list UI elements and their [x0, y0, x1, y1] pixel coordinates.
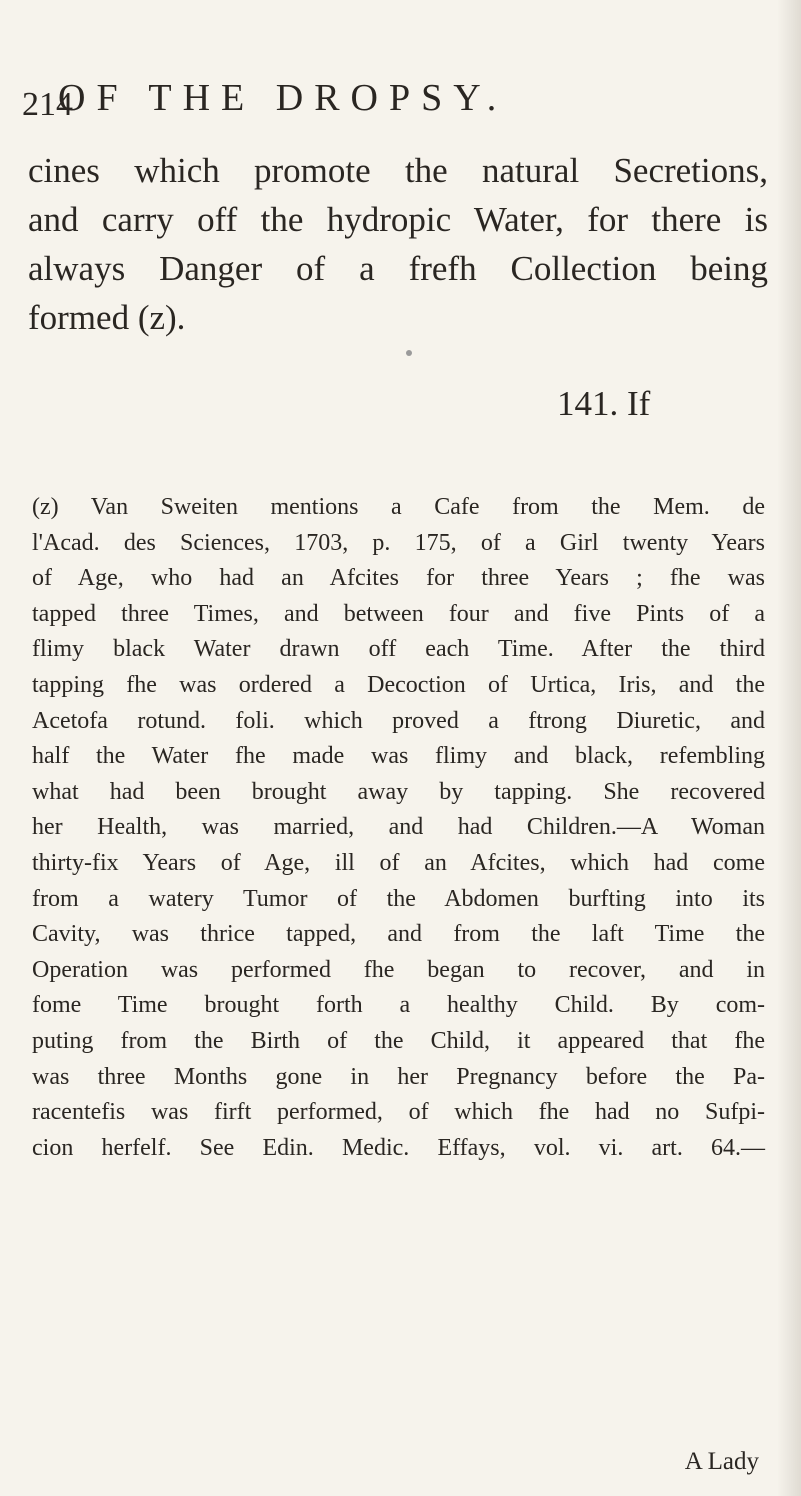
footnote-line: thirty-fix Years of Age, ill of an Afcites, which had come — [32, 849, 765, 876]
catchword: A Lady — [684, 1448, 759, 1475]
ink-speck — [406, 350, 412, 356]
footnote-line: l'Acad. des Sciences, 1703, p. 175, of a Girl twenty Years — [32, 529, 765, 556]
footnote-line: puting from the Birth of the Child, it appeared that fhe — [32, 1027, 765, 1054]
page-edge-shadow — [777, 0, 801, 1496]
body-line: cines which promote the natural Secretions, — [28, 151, 768, 190]
footnote-line: Acetofa rotund. foli. which proved a ftrong Diuretic, and — [32, 707, 765, 734]
footnote-line: tapping fhe was ordered a Decoction of Urtica, Iris, and the — [32, 671, 765, 698]
page-number: 214 — [22, 86, 73, 123]
running-head: OF THE DROPSY. — [58, 77, 508, 119]
footnote-line: cion herfelf. See Edin. Medic. Effays, vol. vi. art. 64.— — [32, 1134, 765, 1161]
body-line: formed (z). — [28, 298, 186, 337]
main-text — [28, 146, 768, 342]
footnote-line: of Age, who had an Afcites for three Years ; fhe was — [32, 565, 765, 592]
footnote-line: flimy black Water drawn off each Time. After the third — [32, 636, 765, 663]
footnote-line: was three Months gone in her Pregnancy before the Pa- — [32, 1063, 765, 1090]
footnote-z — [32, 490, 765, 1166]
footnote-line: from a watery Tumor of the Abdomen burfting into its — [32, 885, 765, 912]
footnote-line: her Health, was married, and had Children.—A Woman — [32, 814, 765, 841]
footnote-line: tapped three Times, and between four and five Pints of a — [32, 600, 765, 627]
footnote-line: (z) Van Sweiten mentions a Cafe from the Mem. de — [32, 494, 765, 520]
body-line: always Danger of a frefh Collection being — [28, 249, 768, 288]
footnote-line: racentefis was firft performed, of which fhe had no Sufpi- — [32, 1099, 765, 1126]
footnote-line: fome Time brought forth a healthy Child. By com- — [32, 992, 765, 1019]
footnote-line: Operation was performed fhe began to recover, and in — [32, 956, 765, 983]
footnote-line: half the Water fhe made was flimy and black, refembling — [32, 743, 765, 770]
page-header — [0, 76, 801, 126]
footnote-line: Cavity, was thrice tapped, and from the laft Time the — [32, 921, 765, 948]
footnote-line: what had been brought away by tapping. She recovered — [32, 778, 765, 805]
body-line: and carry off the hydropic Water, for there is — [28, 200, 768, 239]
paragraph-141-start: 141. If — [557, 384, 651, 423]
